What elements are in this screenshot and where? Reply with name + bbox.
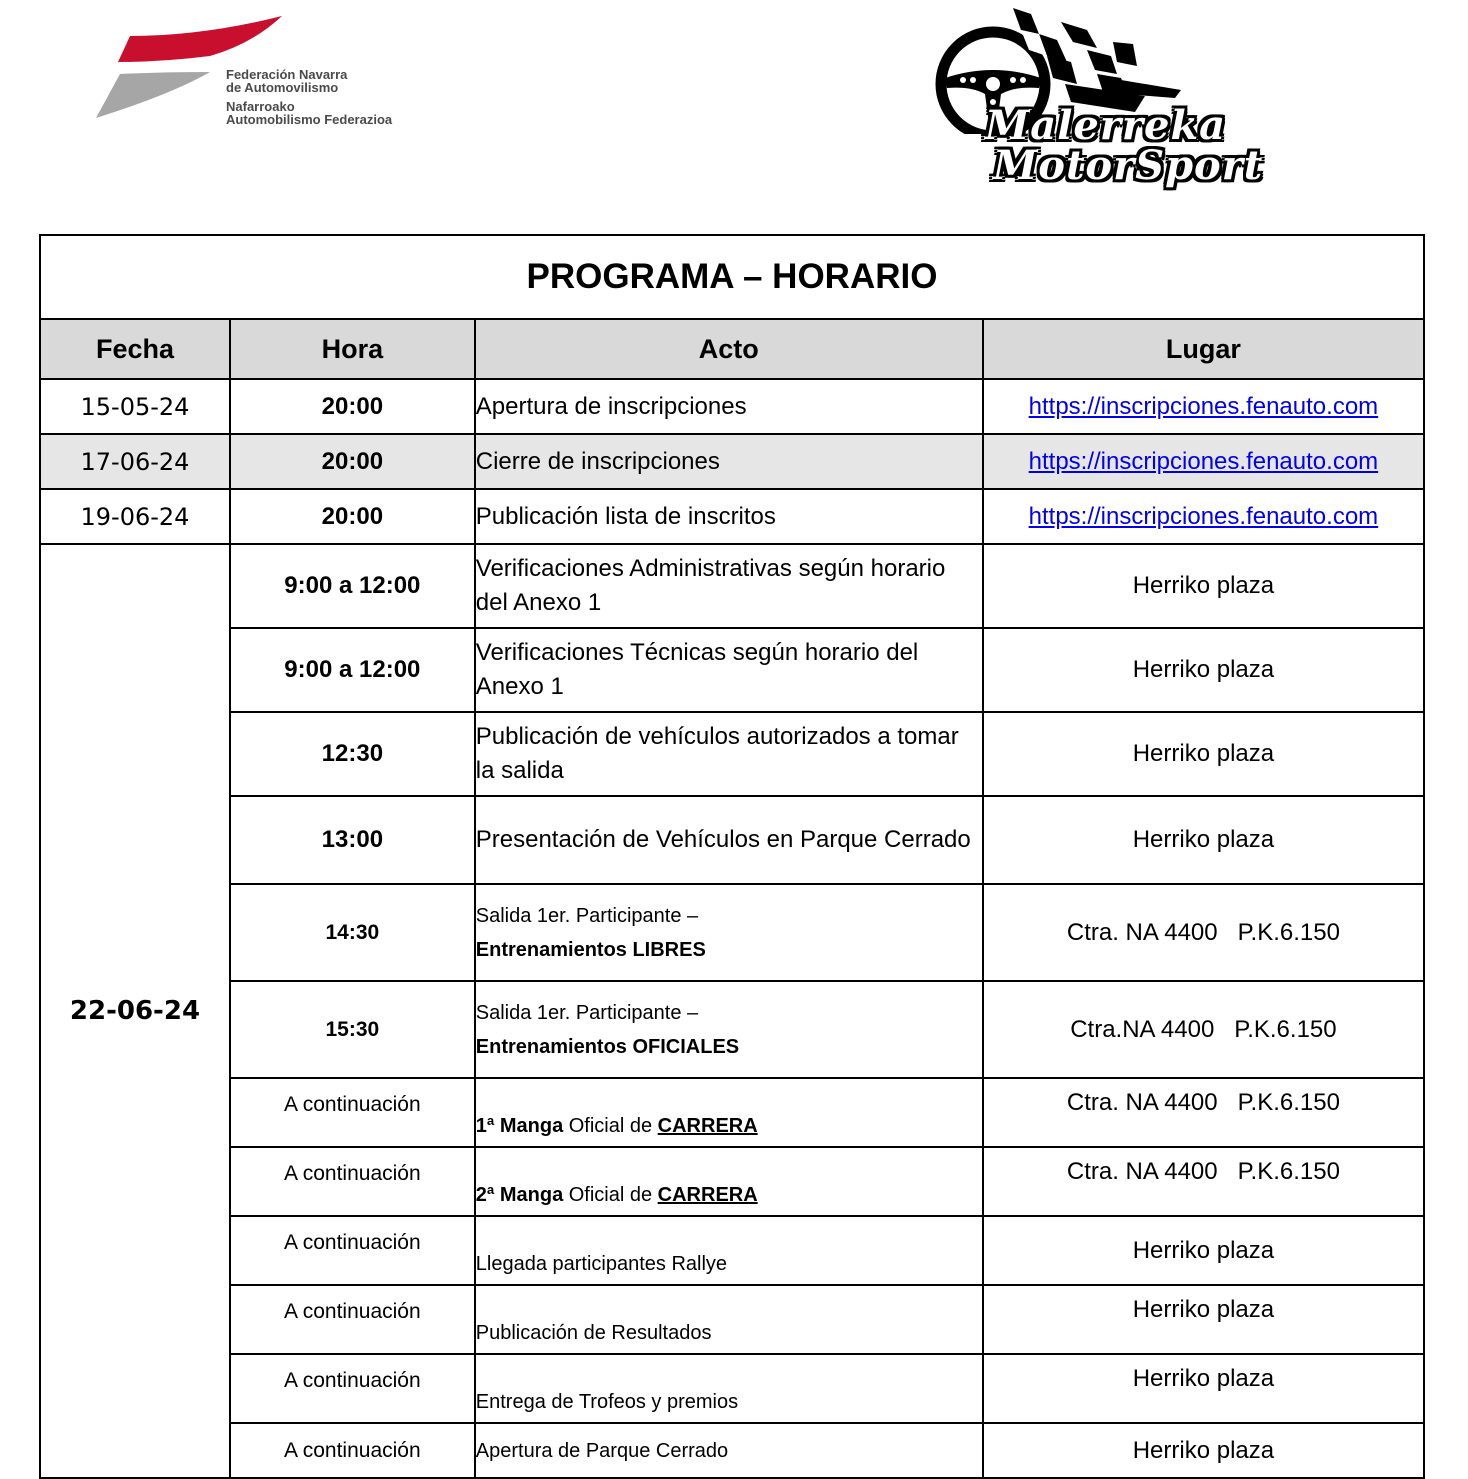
- acto-cell: Presentación de Vehículos en Parque Cerrado: [475, 796, 983, 884]
- club-name-line2: MotorSport: [993, 142, 1264, 189]
- lugar-cell: [983, 434, 1424, 489]
- acto-cell: Verificaciones Técnicas según horario del Anexo 1: [475, 628, 983, 712]
- header-hora: Hora: [230, 319, 475, 379]
- hora-cell: 20:00: [230, 434, 475, 489]
- acto-cell: [475, 1078, 983, 1147]
- table-row: [40, 544, 1424, 628]
- hora-cell: A continuación: [230, 1078, 475, 1147]
- lugar-cell: Herriko plaza: [983, 1423, 1424, 1478]
- acto-line2: Entrenamientos OFICIALES: [475, 1035, 740, 1058]
- table-title: PROGRAMA – HORARIO: [40, 235, 1424, 319]
- acto-line1: Salida 1er. Participante –: [475, 904, 699, 927]
- acto-cell: Verificaciones Administrativas según horario del Anexo 1: [475, 544, 983, 628]
- federation-name-es-2: de Automovilismo: [226, 80, 339, 95]
- acto-cell: Cierre de inscripciones: [475, 434, 983, 489]
- acto-cell: Entrega de Trofeos y premios: [475, 1354, 983, 1423]
- club-logo: [935, 4, 1264, 194]
- header-fecha: Fecha: [40, 319, 230, 379]
- table-row: [40, 628, 1424, 712]
- fecha-cell: 19-06-24: [40, 489, 230, 544]
- registration-link[interactable]: https://inscripciones.fenauto.com: [1028, 392, 1379, 420]
- acto-cell: Apertura de inscripciones: [475, 379, 983, 434]
- club-name-line1: Malerreka: [985, 102, 1227, 149]
- acto-underlined: CARRERA: [657, 1115, 758, 1137]
- table-row: [40, 379, 1424, 434]
- acto-mid: Oficial de: [563, 1115, 658, 1137]
- federation-logo: [92, 14, 462, 139]
- hora-cell: 14:30: [230, 884, 475, 981]
- header-acto: Acto: [475, 319, 983, 379]
- acto-cell: Publicación de vehículos autorizados a tomar la salida: [475, 712, 983, 796]
- acto-cell: [475, 884, 983, 981]
- federation-name-eu-2: Automobilismo Federazioa: [226, 112, 393, 127]
- federation-name-es-1: Federación Navarra: [226, 67, 348, 82]
- table-row: [40, 1147, 1424, 1216]
- hora-cell: 15:30: [230, 981, 475, 1078]
- table-header-row: [40, 319, 1424, 379]
- program-schedule-table: [39, 234, 1425, 1479]
- hora-cell: 12:30: [230, 712, 475, 796]
- lugar-cell: Ctra.NA 4400 P.K.6.150: [983, 981, 1424, 1078]
- acto-cell: [475, 981, 983, 1078]
- table-row: [40, 434, 1424, 489]
- table-row: [40, 1423, 1424, 1478]
- acto-cell: [475, 1147, 983, 1216]
- acto-cell: Publicación lista de inscritos: [475, 489, 983, 544]
- acto-cell: Llegada participantes Rallye: [475, 1216, 983, 1285]
- fecha-cell: 15-05-24: [40, 379, 230, 434]
- acto-mid: Oficial de: [563, 1184, 658, 1206]
- lugar-cell: Herriko plaza: [983, 796, 1424, 884]
- registration-link[interactable]: https://inscripciones.fenauto.com: [1028, 502, 1379, 530]
- hora-cell: 20:00: [230, 379, 475, 434]
- registration-link[interactable]: https://inscripciones.fenauto.com: [1028, 447, 1379, 475]
- lugar-cell: Ctra. NA 4400 P.K.6.150: [983, 1078, 1424, 1147]
- table-row: [40, 712, 1424, 796]
- acto-line1: Salida 1er. Participante –: [475, 1001, 699, 1024]
- federation-name: [226, 68, 392, 126]
- table-row: [40, 981, 1424, 1078]
- acto-line2: Entrenamientos LIBRES: [475, 938, 706, 961]
- table-row: [40, 796, 1424, 884]
- table-row: [40, 1078, 1424, 1147]
- lugar-cell: Ctra. NA 4400 P.K.6.150: [983, 1147, 1424, 1216]
- acto-cell: Apertura de Parque Cerrado: [475, 1423, 983, 1478]
- acto-bold: 1ª Manga: [475, 1115, 564, 1137]
- hora-cell: A continuación: [230, 1423, 475, 1478]
- hora-cell: 13:00: [230, 796, 475, 884]
- table-row: [40, 884, 1424, 981]
- acto-cell: Publicación de Resultados: [475, 1285, 983, 1354]
- lugar-cell: Herriko plaza: [983, 1354, 1424, 1423]
- lugar-cell: Herriko plaza: [983, 544, 1424, 628]
- hora-cell: A continuación: [230, 1354, 475, 1423]
- table-row: [40, 489, 1424, 544]
- lugar-cell: Herriko plaza: [983, 628, 1424, 712]
- lugar-cell: [983, 489, 1424, 544]
- lugar-cell: Herriko plaza: [983, 1285, 1424, 1354]
- event-date-cell: 22-06-24: [40, 544, 230, 1478]
- table-row: [40, 1216, 1424, 1285]
- hora-cell: A continuación: [230, 1285, 475, 1354]
- table-row: [40, 1354, 1424, 1423]
- header-lugar: Lugar: [983, 319, 1424, 379]
- hora-cell: A continuación: [230, 1147, 475, 1216]
- hora-cell: A continuación: [230, 1216, 475, 1285]
- acto-bold: 2ª Manga: [475, 1184, 564, 1206]
- lugar-cell: Herriko plaza: [983, 712, 1424, 796]
- fecha-cell: 17-06-24: [40, 434, 230, 489]
- hora-cell: 9:00 a 12:00: [230, 544, 475, 628]
- acto-underlined: CARRERA: [657, 1184, 758, 1206]
- lugar-cell: Herriko plaza: [983, 1216, 1424, 1285]
- lugar-cell: [983, 379, 1424, 434]
- lugar-cell: Ctra. NA 4400 P.K.6.150: [983, 884, 1424, 981]
- table-row: [40, 1285, 1424, 1354]
- federation-name-eu-1: Nafarroako: [226, 99, 295, 114]
- hora-cell: 9:00 a 12:00: [230, 628, 475, 712]
- hora-cell: 20:00: [230, 489, 475, 544]
